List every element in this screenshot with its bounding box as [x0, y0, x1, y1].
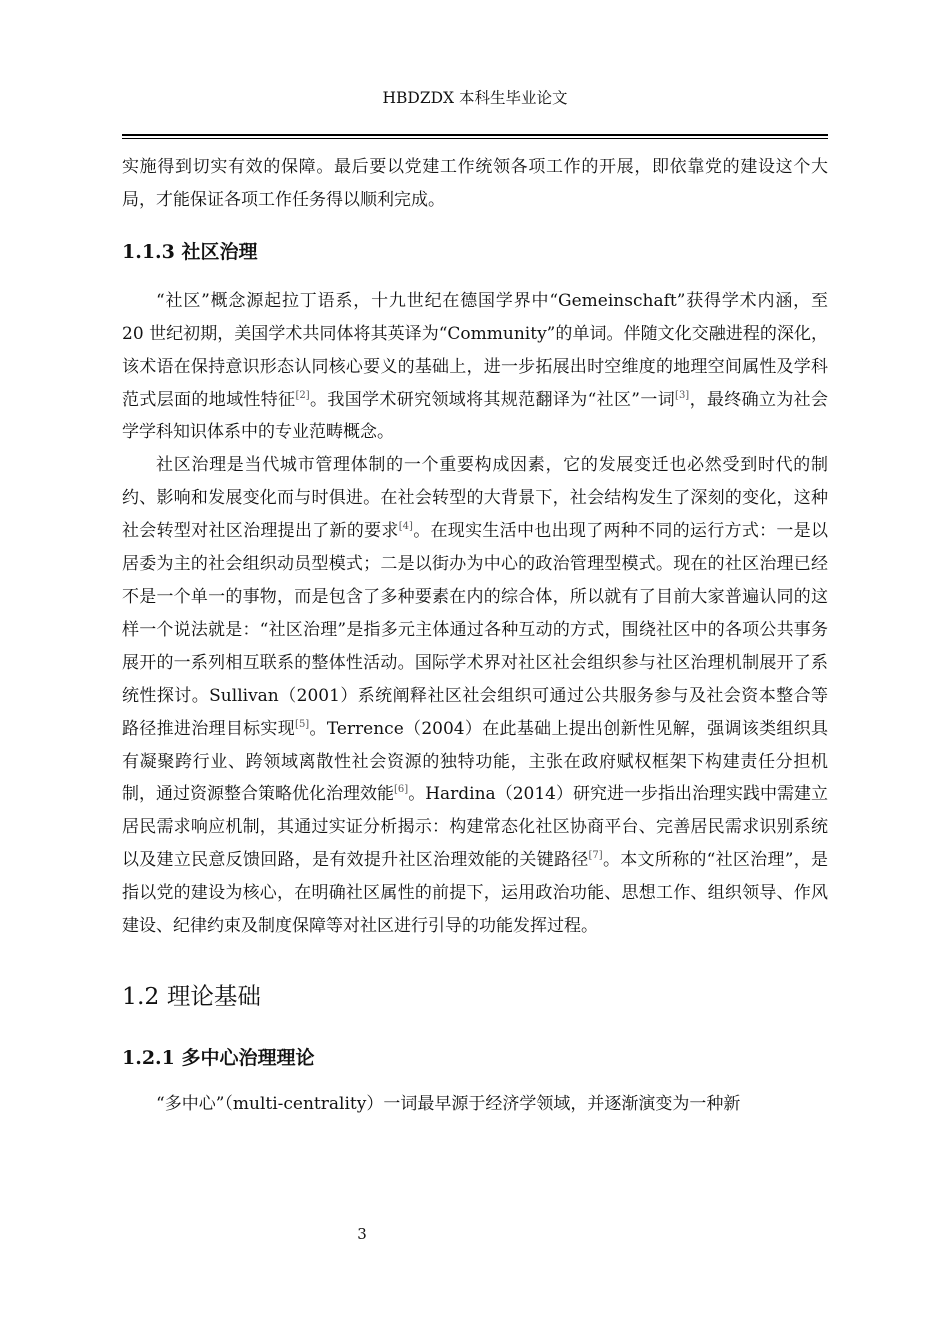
paragraph-text: 。本文所称的“社区治理”，是指以党的建设为核心，在明确社区属性的前提下，运用政治功能、思想工作、组织领导、作风建设、纪律约束及制度保障等对社区进行引导的功能发挥过程。	[122, 850, 828, 937]
running-header: HBDZDX 本科生毕业论文	[382, 89, 568, 107]
paragraph-community-governance	[122, 449, 828, 943]
citation-4: [4]	[398, 521, 413, 533]
paragraph-community-concept	[122, 285, 828, 450]
paragraph-text: 。Terrence（2004）在此基础上提出创新性见解，强调该类组织具有凝聚跨行业、跨领域离散性社会资源的独特功能，主张在政府赋权框架下构建责任分担机制，通过资源整合策略优化治理效能	[122, 718, 829, 805]
citation-3: [3]	[675, 389, 690, 401]
section-heading-1-2-1: 1.2.1 多中心治理理论	[122, 1046, 315, 1069]
section-heading-1-2: 1.2 理论基础	[122, 981, 261, 1010]
paragraph-text: ，最终确立为社会学学科知识体系中的专业范畴概念。	[122, 389, 829, 443]
citation-6: [6]	[394, 784, 409, 796]
citation-7: [7]	[588, 850, 603, 862]
citation-2: [2]	[295, 389, 310, 401]
paragraph-polycentric: “多中心”（multi-centrality）一词最早源于经济学领域，并逐渐演变为一种新	[156, 1093, 741, 1114]
citation-5: [5]	[295, 718, 310, 730]
paragraph-text: 。在现实生活中也出现了两种不同的运行方式：一是以居委为主的社会组织动员型模式；二是以街办为中心的政治管理型模式。现在的社区治理已经不是一个单一的事物，而是包含了多种要素在内的综合体，所以就有了目前大家普遍认同的这样一个说法就是：“社区治理”是指多元主体通过各种互动的方式，围绕社区中的各项公共事务展开的一系列相互联系的整体性活动。国际学术界对社区社会组织参与社区治理机制展开了系统性探讨。Sullivan（2001）系统阐释社区社会组织可通过公共服务参与及社会资本整合等路径推进治理目标实现	[122, 521, 829, 739]
paragraph-text: 。Hardina（2014）研究进一步指出治理实践中需建立居民需求响应机制，其通过实证分析揭示：构建常态化社区协商平台、完善居民需求识别系统以及建立民意反馈回路，是有效提升社区治理效能的关键路径	[122, 784, 828, 871]
paragraph-text: 。我国学术研究领域将其规范翻译为“社区”一词	[309, 389, 676, 410]
header-rule-thick	[122, 134, 828, 136]
paragraph-text: 社区治理是当代城市管理体制的一个重要构成因素，它的发展变迁也必然受到时代的制约、影响和发展变化而与时俱进。在社会转型的大背景下，社会结构发生了深刻的变化，这种社会转型对社区治理提出了新的要求	[122, 455, 828, 542]
header-rule-thin	[122, 138, 828, 139]
paragraph-text: “社区”概念源起拉丁语系，十九世纪在德国学界中“Gemeinschaft”获得学术内涵，至 20 世纪初期，美国学术共同体将其英译为“Community”的单词。伴随文化交融进程的深化，该术语在保持意识形态认同核心要义的基础上，进一步拓展出时空维度的地理空间属性及学科范式层面的地域性特征	[122, 290, 828, 410]
page-body	[122, 151, 828, 1121]
paragraph-continued: 实施得到切实有效的保障。最后要以党建工作统领各项工作的开展，即依靠党的建设这个大局，才能保证各项工作任务得以顺利完成。	[122, 157, 828, 210]
page-number: 3	[357, 1225, 367, 1243]
section-heading-1-1-3: 1.1.3 社区治理	[122, 240, 258, 263]
